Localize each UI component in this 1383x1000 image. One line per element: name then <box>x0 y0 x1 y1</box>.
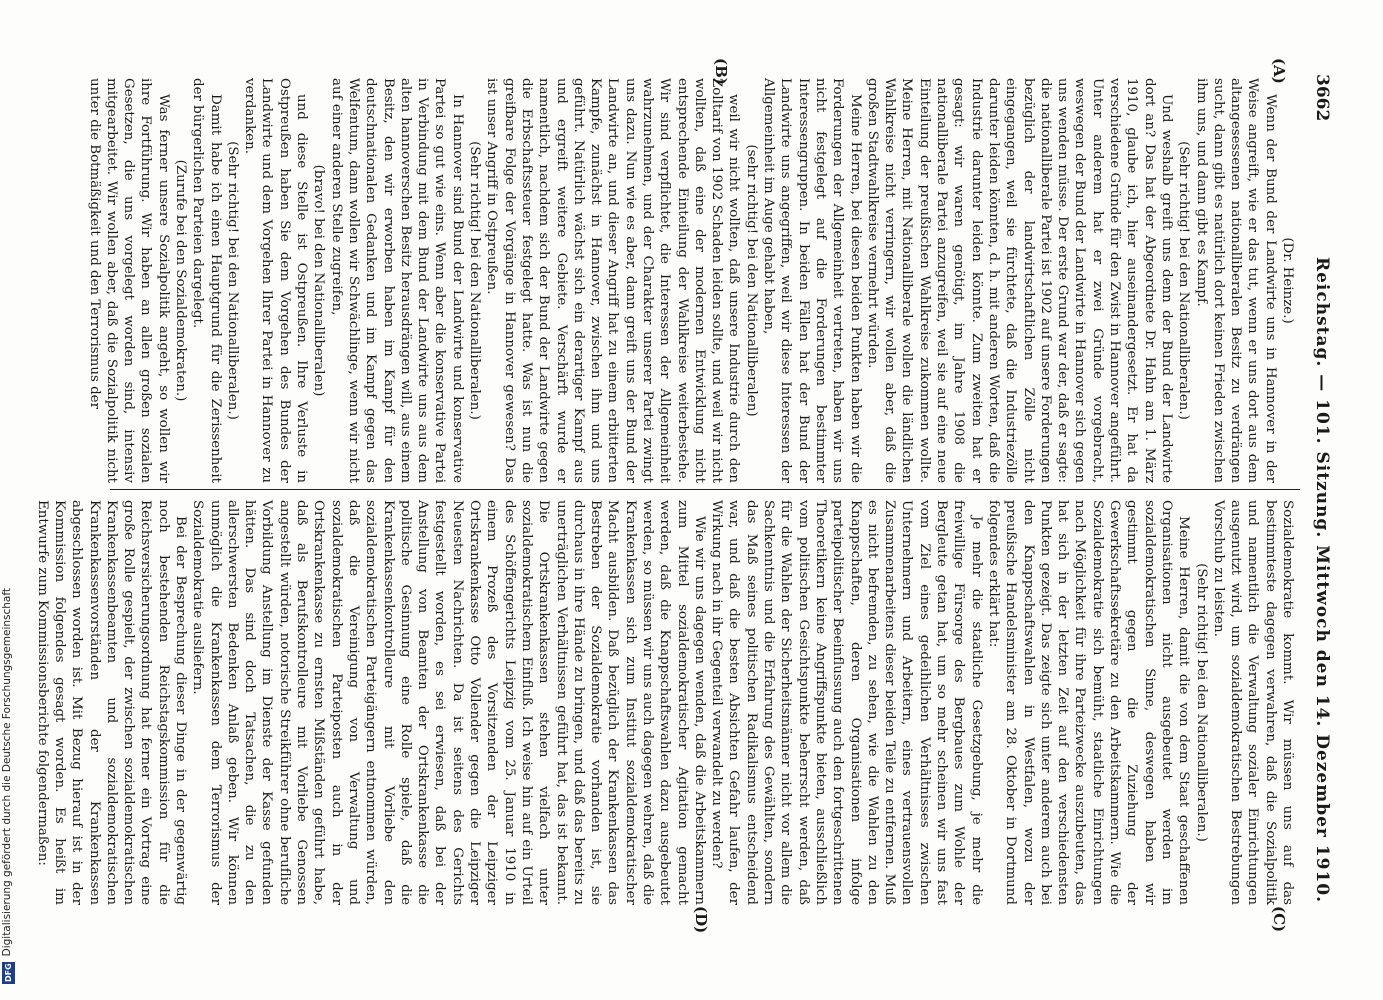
paragraph: Und weshalb greift uns denn der Bund der Landwirte dort an? Das hat der Abgeordnete Dr. Hahn am 1. März 1910, glaube ich, hier auseinandergesetzt. Er hat da verschiedene Gründe für den Zwist in Hannover angeführt. Unter anderem hat er zwei Gründe vorgebracht, weswegen der Bund der Landwirte in Hannover sich gegen uns wenden müsse. Der erste Grund war der, daß er sagte: die nationalliberale Partei ist 1902 auf unsere Forderungen bezüglich der landwirtschaftlichen Zölle nicht eingegangen, weil sie fürchtete, daß die Industriezölle darunter leiden könnten, d. h. mit anderen Worten, daß die Industrie darunter leiden könnte. Zum zweiten hat er gesagt: wir waren genötigt, im Jahre 1908 die nationalliberale Partei anzugreifen, weil sie auf eine neue Einteilung der preußischen Wahlkreise zukommen wollte. Meine Herren, mit Nationalliberale wollen die ländlichen Wahlkreise nicht verringern, wir wollen aber, daß die großen Stadtwahlkreise vermehrt würden. <box>864 78 1174 483</box>
paragraph: Damit habe ich einen Hauptgrund für die Zerissenheit der bürgerlichen Parteien dargelegt. <box>190 78 223 483</box>
running-title: Reichstag. — 101. Sitzung. Mittwoch den 14. Dezember 1910. <box>1312 256 1332 904</box>
rotated-page-content <box>34 58 1340 934</box>
footer-credit <box>0 0 18 986</box>
page-header <box>1310 60 1332 920</box>
interjection: (bravo! bei den Nationalliberalen) <box>311 164 327 397</box>
paragraph: Wenn der Bund der Landwirte uns in Hannover in der Weise angreift, wie er das tut, wenn er uns dort aus dem altangesessenen nationalliberalen Besitz zu verdrängen sucht, dann gibt es natürlich dort keinen Frieden zwischen ihm uns, und dann gibt es Kampf. <box>1193 78 1278 483</box>
interjection: (Zurufe bei den Sozialdemokraten.) <box>173 159 188 402</box>
margin-mark-c: (C) <box>1270 906 1288 933</box>
column-divider <box>110 489 1300 490</box>
paragraph: Bei der Besprechung dieser Dinge in der gegenwärtig noch bestehenden Reichstagskommission für die Reichsversicherungsordnung hat ferner ein Vortrag eine große Rolle gespielt, der zwischen sozialdemokratischen Krankenkassenbeamten und sozialdemokratischen Krankenkassenvorständen der Krankenkassen abgeschlossen worden ist. Mit Bezug hierauf ist in der Kommission folgendes gesagt worden. Es heißt im Entwurfe zum Kommissionsberichte folgendermaßen: <box>34 500 188 905</box>
paragraph: Je mehr die staatliche Gesetzgebung, je mehr die freiwillige Fürsorge des Bergbaues zum Wohle der Bergleute getan hat, um so mehr scheinen wir uns fast vom Ziel eines gedeihlichen Verhältnisses zwischen Unternehmern und Arbeitern, eines vertrauensvollen Zusammenarbeitens dieser beiden Teile zu entfernen. Muß es nicht befremden, zu sehen, wie die Wahlen zu den Knappschaften, deren Organisationen infolge parteipolitischer Beeinflussung auch den fortgeschrittenen Theoretikern keine Angriffspunkte bieten, ausschließlich vom politischen Gesichtspunkte beherrscht werden, daß für die Wahlen der Sicherheitsmänner nicht vor allem die Sachkenntnis und die Erfahrung des Gewählten, sondern das Maß seines politischen Radikalismus entscheidend war, und daß die besten Absichten Gefahr laufen, der Wirkung nach in ihr Gegenteil verwandelt zu werden? <box>709 500 984 905</box>
column-left <box>86 78 1296 483</box>
interjection: (Sehr richtig! bei den Nationalliberalen.) <box>1193 563 1209 842</box>
paragraph: Sozialdemokratie kommt. Wir müssen uns auf das bestimmteste dagegen verwahren, daß die Sozialpolitik und namentlich die Verwaltung sozialer Einrichtungen ausgenutzt wird, um sozialdemokratischen Bestrebungen Vorschub zu leisten. <box>1210 500 1295 905</box>
interjection: (Sehr richtig! bei den Nationalliberalen.) <box>467 141 483 420</box>
paragraph: In Hannover sind Bund der Landwirte und konservative Partei so gut wie eins. Wenn aber die konservative Partei in Verbindung mit dem Bund der Landwirte uns aus dem alten hannoverschen Besitz herausdrängen will, aus einem Besitz, den wir erworben haben im Kampf für den deutschnationalen Gedanken und im Kampf gegen das Welfentum, dann wollen wir Schwächlinge, wenn wir nicht auf einer anderen Stelle zugreifen, <box>328 78 465 483</box>
margin-mark-a: (A) <box>1270 58 1288 84</box>
dfg-logo: DFG <box>4 963 13 983</box>
paragraph: Was ferner unsere Sozialpolitik angeht, so wollen wir ihre Fortführung. Wir haben an allen großen sozialen Gesetzen, die uns vorgelegt worden sind, intensiv mitgearbeitet. Wir wollen aber, daß die Sozialpolitik nicht unter die Botmäßigkeit und den Terrorismus der <box>86 78 171 483</box>
paragraph: Meine Herren, damit die von dem Staat geschaffenen Organisationen nicht ausgebeutet werden im sozialdemokratischen Sinne, deswegen haben wir gestimmt gegen die Zuziehung der Gewerkschaftssekretäre zu den Arbeitskammern. Wie die Sozialdemokratie sich bemüht, staatliche Einrichtungen nach Möglichkeit für ihre Parteizwecke auszubeuten, das hat sich in der letzten Zeit auf den verschiedensten Punkten gezeigt. Das zeigte sich unter anderem auch bei den Knappschaftswahlen in Westfalen, wozu der preußische Handelsminister am 28. Oktober in Dortmund folgendes erklärt hat: <box>985 500 1192 905</box>
paragraph: Wie wir uns dagegen wenden, daß die Arbeitskammern zum Mittel sozialdemokratischer Agitation gemacht werden, daß die Knappschaftswahlen dazu ausgebeutet werden, so müssen wir uns auch dagegen wehren, daß die Krankenkassen sich zum Institut sozialdemokratischer Macht ausbilden. Daß bezüglich der Krankenkassen das Bestreben der Sozialdemokratie vorhanden ist, sie durchaus in ihre Hände zu bringen, und daß das bereits zu unerträglichen Verhältnissen geführt hat, das ist bekannt. Die Ortskrankenkassen stehen vielfach unter sozialdemokratischem Einfluß. Ich weise hin auf ein Urteil des Schöffengerichts Leipzig vom 25. Januar 1910 in einem Prozeß des Vorsitzenden der Leipziger Ortskrankenkasse Otto Vollender gegen die Leipziger Neuesten Nachrichten. Da ist seitens des Gerichts festgestellt worden, es sei erwiesen, daß bei der Anstellung von Beamten der Ortskrankenkasse die politische Gesinnung eine Rolle spiele, daß die Krankenkassenkontrolleure mit Vorliebe den sozialdemokratischen Parteigängern entnommen würden, daß die Vereinigung von Verwaltung und sozialdemokratischen Parteiposten auch in der Ortskrankenkasse zu ernsten Mißständen geführt habe, daß als Berufskontrolleure mit Vorliebe Genossen angestellt würden, notorische Streikführer ohne berufliche Vorbildung Anstellung im Dienste der Kasse gefunden hätten. Das sind doch Tatsachen, die zu den allerschwersten Bedenken Anlaß geben. Wir können unmöglich die Krankenkassen dem Terrorismus der Sozialdemokratie ausliefern. <box>190 500 707 905</box>
paragraph: und diese Stelle ist Ostpreußen. Ihre Verluste in Ostpreußen haben Sie dem Vorgehen des Bundes der Landwirte und dem Vorgehen Ihrer Partei in Hannover zu verdanken. <box>242 78 310 483</box>
interjection: (Sehr richtig! bei den Nationalliberalen.) <box>1176 141 1192 420</box>
paragraph: weil wir nicht wollten, daß unsere Industrie durch den Zolltarif von 1902 Schaden leiden sollte, und weil wir nicht wollten, daß eine der modernen Entwicklung nicht entsprechende Einteilung der Wahlkreise weiterbestehe. Wir sind verpflichtet, die Interessen der Allgemeinheit wahrzunehmen, und der Charakter unserer Partei zwingt uns dazu. Nun wie es aber, dann greift uns der Bund der Landwirte an, und dieser Angriff hat zu einem erbitterten Kampfe, zunächst in Hannover, zwischen ihm und uns geführt. Natürlich wächst sich ein derartiger Kampf aus und ergreift weitere Gebiete. Verschärft wurde er namentlich, nachdem sich der Bund der Landwirte gegen die Erbschaftssteuer festgelegt hatte. Was ist nun die greifbare Folge der Vorgänge in Hannover gewesen? Das ist unser Angriff in Ostpreußen. <box>484 78 742 483</box>
interjection: (sehr richtig! bei den Nationalliberalen) <box>743 144 759 417</box>
page-number: 3662 <box>1312 74 1332 122</box>
paragraph: Meine Herren, bei diesen beiden Punkten haben wir die Forderungen der Allgemeinheit vertreten, haben wir uns nicht festgelegt auf die Forderungen bestimmter Interessengruppen. In beiden Fällen hat der Bund der Landwirte uns angegriffen, weil wir diese Interessen der Allgemeinheit im Auge gehabt haben, <box>761 78 863 483</box>
margin-mark-b: (B) <box>712 58 730 85</box>
column-right <box>34 500 1296 905</box>
interjection: (Sehr richtig! bei den Nationalliberalen.) <box>224 141 240 420</box>
interjection: (Dr. Heinze.) <box>1280 237 1295 324</box>
funding-credit-text: Digitalisierung gefördert durch die Deutsche Forschungsgemeinschaft <box>1 587 13 956</box>
margin-mark-d: (D) <box>692 906 710 934</box>
